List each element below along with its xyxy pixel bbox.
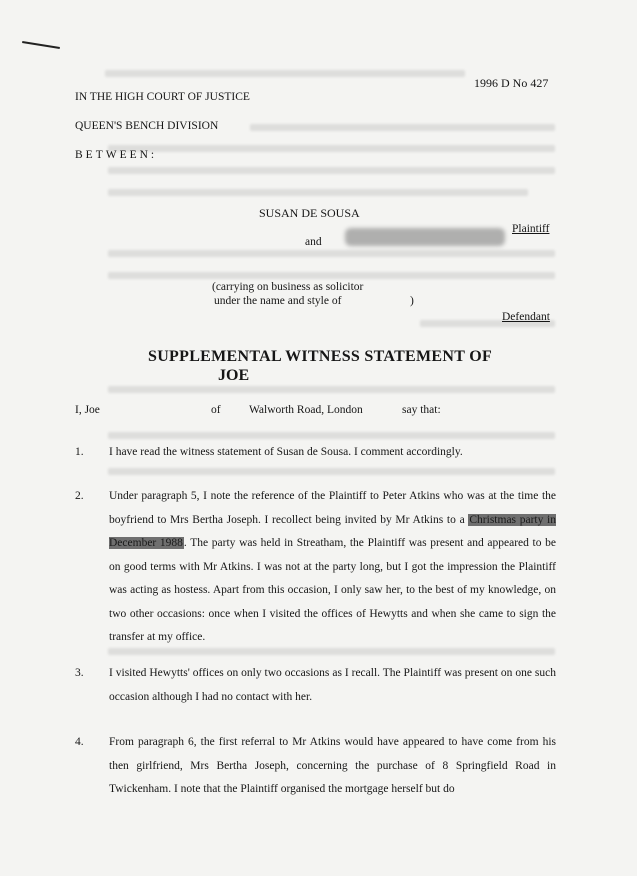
pen-mark <box>22 41 60 49</box>
paragraph-number: 2. <box>75 490 84 502</box>
paragraph-1: I have read the witness statement of Susan de Sousa. I comment accordingly. <box>109 446 463 458</box>
show-through-line <box>108 145 555 152</box>
plaintiff-name: SUSAN DE SOUSA <box>259 206 360 220</box>
show-through-line <box>105 70 465 77</box>
court-division: QUEEN'S BENCH DIVISION <box>75 120 219 132</box>
witness-address: Walworth Road, London <box>249 404 363 416</box>
intro-of: of <box>211 404 221 416</box>
show-through-line <box>108 386 555 393</box>
show-through-line <box>250 124 555 131</box>
paragraph-number: 3. <box>75 667 84 679</box>
witness-name: I, Joe <box>75 404 100 416</box>
paragraph-number: 4. <box>75 736 84 748</box>
and-connector: and <box>305 236 322 248</box>
highlighted-date: Christmas party in December 1988 <box>109 513 557 549</box>
show-through-line <box>108 167 555 174</box>
show-through-line <box>108 272 555 279</box>
defendant-role-label: Defendant <box>502 311 550 323</box>
show-through-line <box>108 250 555 257</box>
redaction-smudge <box>345 228 505 246</box>
carrying-on-business-line: (carrying on business as solicitor <box>212 281 364 293</box>
show-through-line <box>108 432 555 439</box>
case-reference: 1996 D No 427 <box>474 76 549 90</box>
paragraph-3: I visited Hewytts' offices on only two occasions as I recall. The Plaintiff was present on one such occasion although I had no contact with her. <box>109 667 556 703</box>
plaintiff-role-label: Plaintiff <box>512 223 550 235</box>
court-name: IN THE HIGH COURT OF JUSTICE <box>75 91 250 103</box>
paragraph-2-text-end: . The party was held in Streatham, the Plaintiff was present and appeared to be on good terms with Mr Atkins. I was not at the party long, but I got the impression the Plaintiff was acting as hostess. Apart from this occasion, I only saw her, to the best of my knowledge, on two other occasions: once when I visited the offices of Hewytts and when she came to sign the transfer at my office. <box>109 537 557 643</box>
show-through-line <box>108 468 555 475</box>
between-heading: BETWEEN: <box>75 149 158 161</box>
intro-say-that: say that: <box>402 404 441 416</box>
show-through-line <box>108 189 528 196</box>
closing-parenthesis: ) <box>410 295 414 307</box>
paragraph-2-text-start: Under paragraph 5, I note the reference of the Plaintiff to Peter Atkins who was at the time the boyfriend to Mrs Bertha Joseph. I recollect being invited by Mr Atkins to a <box>109 490 556 526</box>
paragraph-2 <box>109 485 556 650</box>
name-and-style-line: under the name and style of <box>214 295 342 307</box>
statement-title-name: JOE <box>218 367 250 384</box>
statement-title: SUPPLEMENTAL WITNESS STATEMENT OF <box>148 348 493 365</box>
paragraph-4: From paragraph 6, the first referral to Mr Atkins would have appeared to have come from his then girlfriend, Mrs Bertha Joseph, concerning the purchase of 8 Springfield Road in Twickenham. I note that the Plaintiff organised the mortgage herself but do <box>109 736 556 795</box>
paragraph-number: 1. <box>75 446 84 458</box>
